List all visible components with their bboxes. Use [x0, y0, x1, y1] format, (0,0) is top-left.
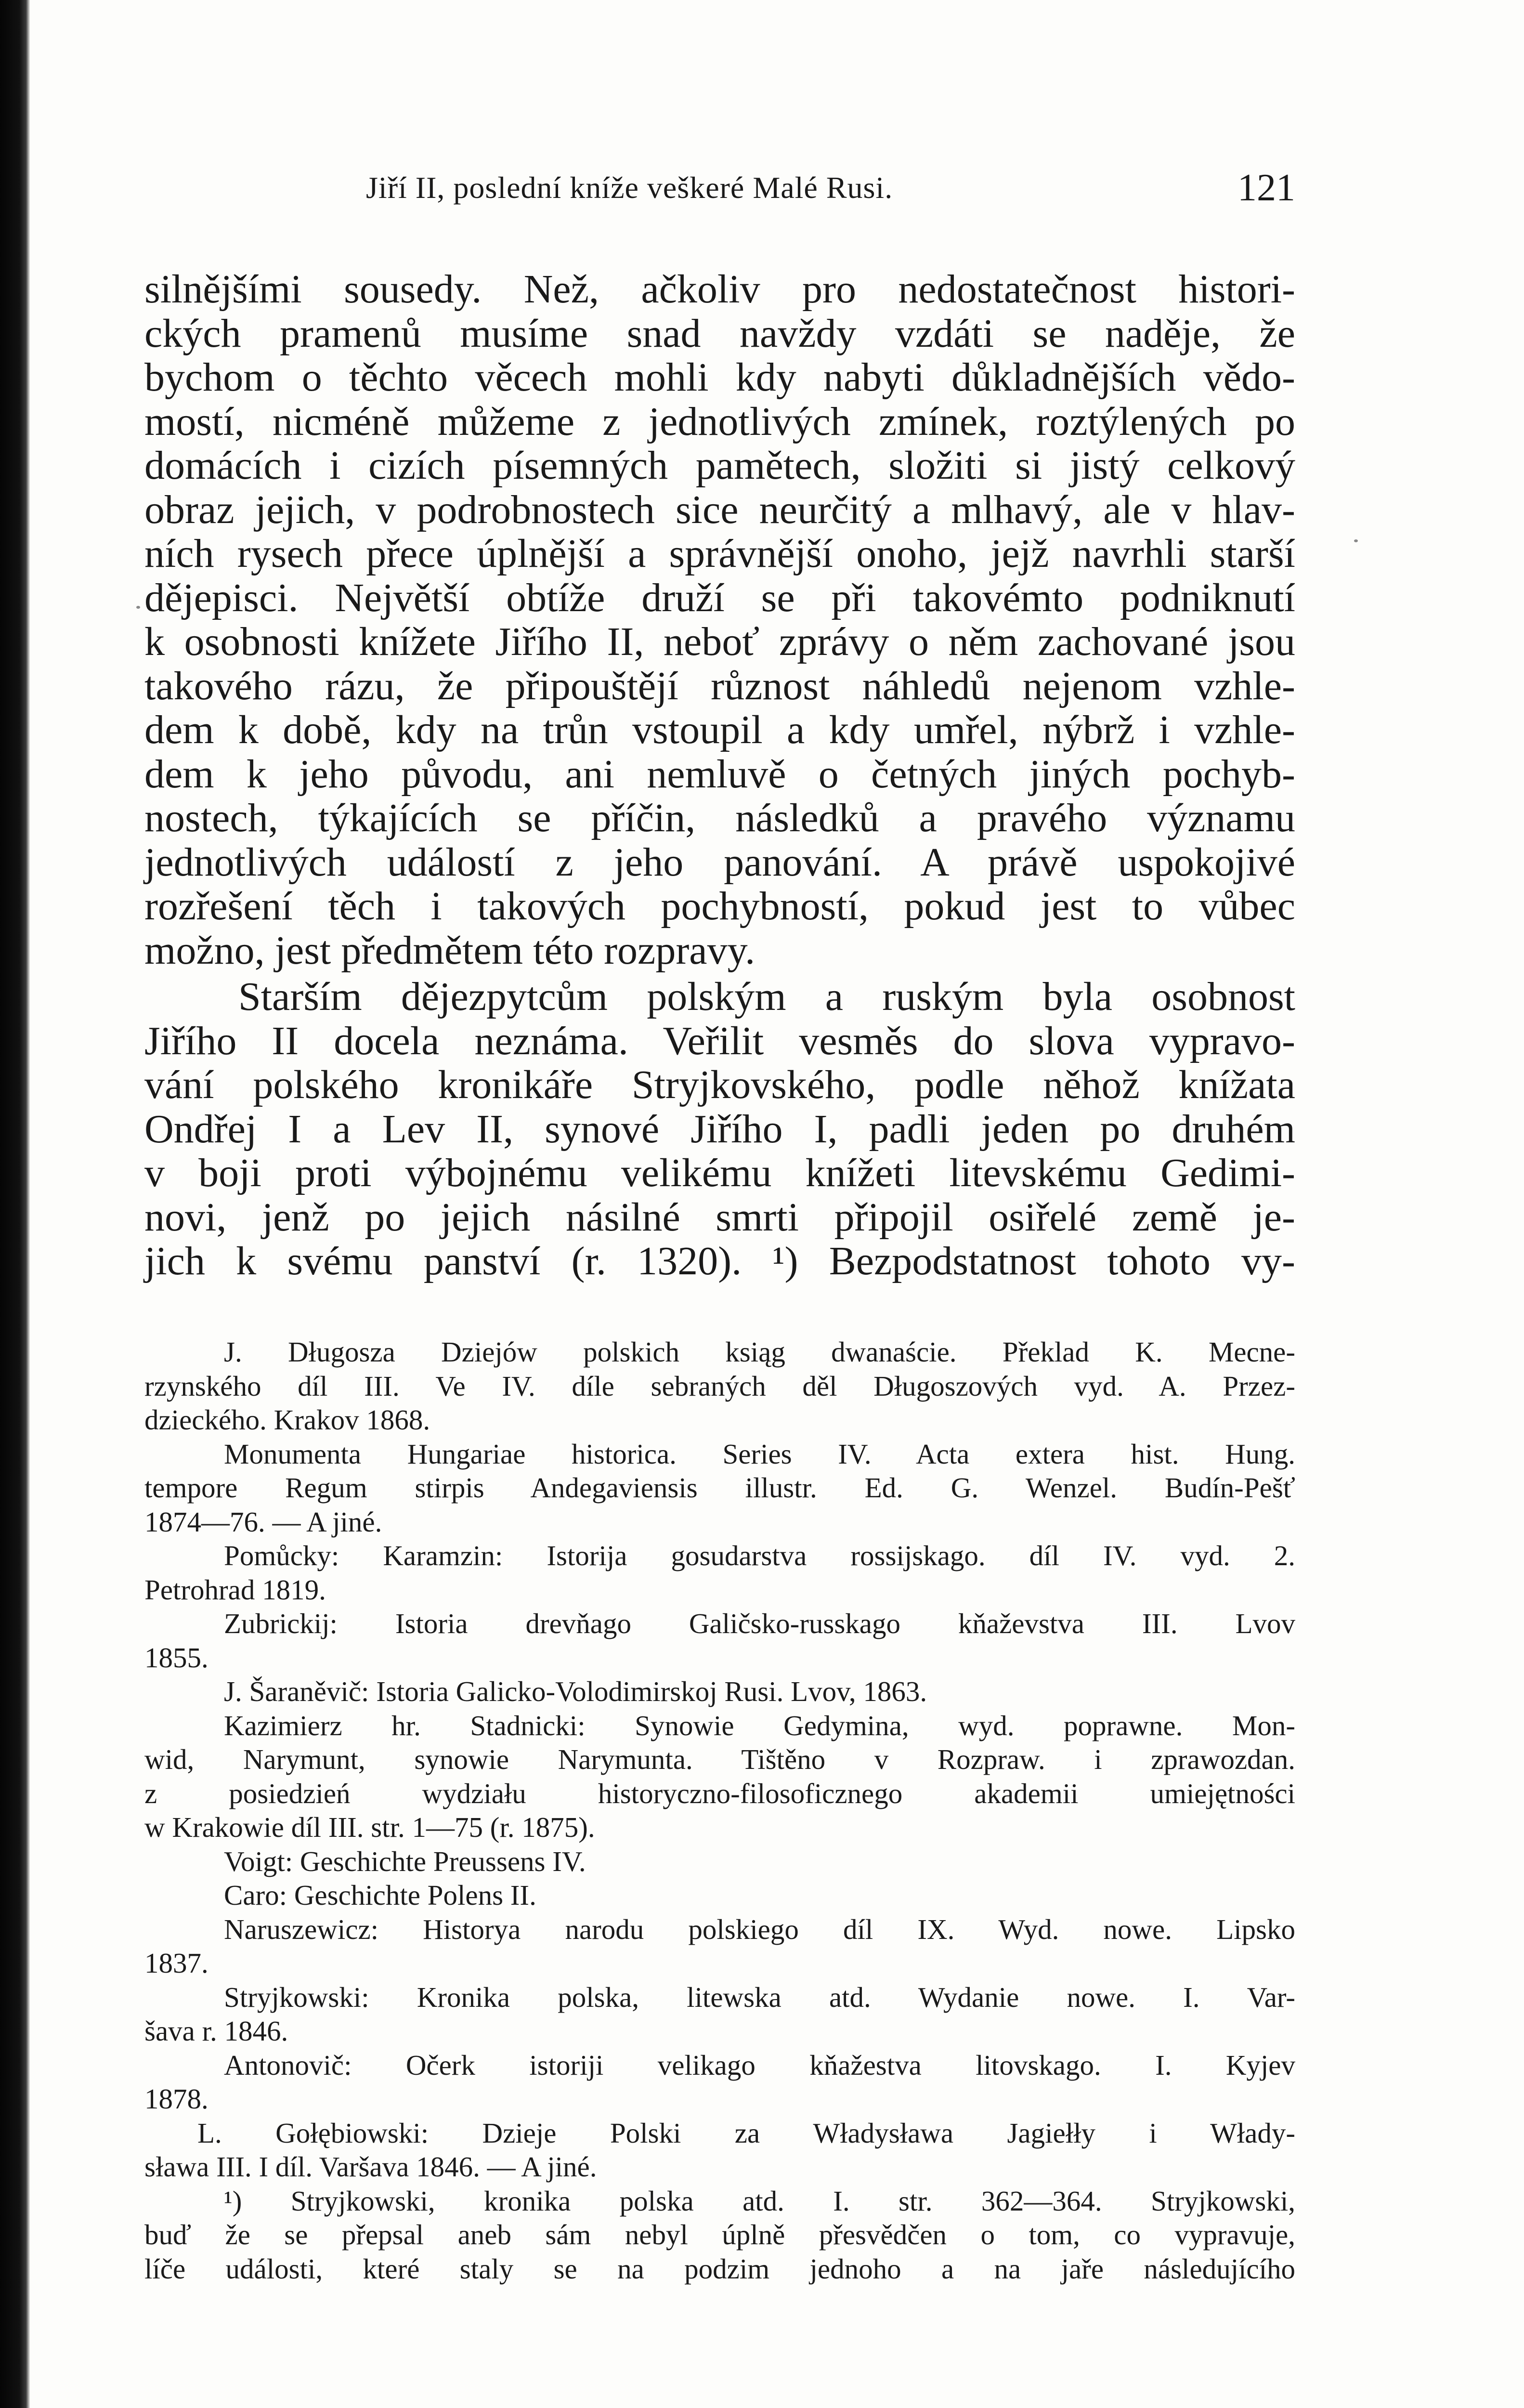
footnote-line: 1874—76. — A jiné. [144, 1505, 382, 1538]
paper-speck [1354, 539, 1358, 542]
footnote-line: J. Šaraněvič: Istoria Galicko-Volodimirskoj Rusi. Lvov, 1863. [224, 1675, 927, 1707]
footnote-line: Pomůcky: Karamzin: Istorija gosudarstva rossijskago. díl IV. vyd. 2. [224, 1540, 1295, 1571]
text-line: vání polského kronikáře Stryjkovského, podle něhož knížata [144, 1062, 1295, 1107]
text-line: možno, jest předmětem této rozpravy. [144, 928, 755, 973]
footnote-line: ¹) Stryjkowski, kronika polska atd. I. str. 362—364. Stryjkowski, [224, 2185, 1295, 2217]
footnote-line: w Krakowie díl III. str. 1—75 (r. 1875). [144, 1811, 595, 1843]
text-line: takového rázu, že připouštějí různost náhledů nejenom vzhle- [144, 663, 1295, 708]
text-line: novi, jenž po jejich násilné smrti připojil osiřelé země je- [144, 1194, 1295, 1240]
page-header [144, 166, 1295, 219]
text-line: v boji proti výbojnému velikému knížeti litevskému Gedimi- [144, 1151, 1295, 1195]
footnote-line: Petrohrad 1819. [144, 1573, 326, 1606]
text-line: nostech, týkajících se příčin, následků a pravého významu [144, 796, 1295, 840]
text-line: obraz jejich, v podrobnostech sice neurčitý a mlhavý, ale v hlav- [144, 487, 1295, 532]
footnote-line: tempore Regum stirpis Andegaviensis illustr. Ed. G. Wenzel. Budín-Pešť [144, 1472, 1295, 1504]
text-line: Ondřej I a Lev II, synové Jiřího I, padli jeden po druhém [144, 1106, 1295, 1152]
text-line: jednotlivých událostí z jeho panování. A právě uspokojivé [144, 839, 1295, 885]
text-line: rozřešení těch i takových pochybností, pokud jest to vůbec [144, 884, 1295, 929]
footnote-line: buď že se přepsal aneb sám nebyl úplně přesvědčen o tom, co vypravuje, [144, 2219, 1295, 2251]
text-line: k osobnosti knížete Jiřího II, neboť zprávy o něm zachované jsou [144, 619, 1295, 664]
text-line: Starším dějezpytcům polským a ruským byla osobnost [238, 974, 1295, 1019]
running-title: Jiří II, poslední kníže veškeré Malé Rusi. [366, 170, 893, 205]
footnote-line: 1855. [144, 1641, 208, 1674]
footnote-line: Stryjkowski: Kronika polska, litewska atd. Wydanie nowe. I. Var- [224, 1981, 1295, 2013]
footnote-line: z posiedzień wydziału historyczno-filosoficznego akademii umiejętności [144, 1777, 1295, 1809]
text-line: mostí, nicméně můžeme z jednotlivých zmínek, roztýlených po [144, 399, 1295, 444]
footnote-line: L. Gołębiowski: Dzieje Polski za Władysława Jagiełły i Włady- [197, 2117, 1295, 2149]
footnote-line: J. Długosza Dziejów polskich ksiąg dwanaście. Překlad K. Mecne- [224, 1336, 1295, 1368]
footnote-line: Caro: Geschichte Polens II. [224, 1879, 536, 1911]
text-line: domácích i cizích písemných pamětech, složiti si jistý celkový [144, 443, 1295, 488]
text-line: ckých pramenů musíme snad navždy vzdáti se naděje, že [144, 311, 1295, 356]
book-spine-shadow [0, 0, 30, 2408]
footnote-line: Voigt: Geschichte Preussens IV. [224, 1845, 586, 1877]
footnote-line: 1837. [144, 1947, 208, 1979]
text-line: dem k jeho původu, ani nemluvě o četných jiných pochyb- [144, 751, 1295, 797]
footnote-line: líče události, které staly se na podzim jednoho a na jaře následujícího [144, 2252, 1295, 2285]
footnote-line: sława III. I díl. Varšava 1846. — A jiné. [144, 2151, 597, 2183]
main-text [144, 267, 1295, 1283]
footnote-line: Zubrickij: Istoria drevňago Galičsko-russkago kňaževstva III. Lvov [224, 1608, 1295, 1639]
footnote-line: wid, Narymunt, synowie Narymunta. Tištěno v Rozpraw. i zprawozdan. [144, 1743, 1295, 1775]
footnote-line: Naruszewicz: Historya narodu polskiego díl IX. Wyd. nowe. Lipsko [224, 1913, 1295, 1945]
paper-speck [136, 606, 140, 609]
footnote-line: šava r. 1846. [144, 2015, 288, 2047]
text-line: Jiřího II docela neznáma. Veřilit vesměs do slova vypravo- [144, 1018, 1295, 1063]
footnote-line: Monumenta Hungariae historica. Series IV. Acta extera hist. Hung. [224, 1438, 1295, 1470]
footnote-line: dzieckého. Krakov 1868. [144, 1404, 430, 1436]
footnote-line: Antonovič: Očerk istoriji velikago kňažestva litovskago. I. Kyjev [224, 2049, 1295, 2081]
text-line: silnějšími sousedy. Než, ačkoliv pro nedostatečnost histori- [144, 267, 1295, 312]
footnotes [144, 1335, 1295, 2286]
footnote-line: Kazimierz hr. Stadnicki: Synowie Gedymina, wyd. poprawne. Mon- [224, 1709, 1295, 1741]
text-line: ních rysech přece úplnější a správnější onoho, jejž navrhli starší [144, 531, 1295, 576]
text-line: bychom o těchto věcech mohli kdy nabyti důkladnějších vědo- [144, 355, 1295, 400]
page-number: 121 [1237, 167, 1295, 209]
text-line: dem k době, kdy na trůn vstoupil a kdy umřel, nýbrž i vzhle- [144, 707, 1295, 752]
text-line: dějepisci. Největší obtíže druží se při takovémto podniknutí [144, 575, 1295, 620]
footnote-line: 1878. [144, 2083, 208, 2115]
footnote-line: rzynského díl III. Ve IV. díle sebraných děl Długoszových vyd. A. Przez- [144, 1370, 1295, 1402]
text-line: jich k svému panství (r. 1320). ¹) Bezpodstatnost tohoto vy- [144, 1239, 1295, 1283]
